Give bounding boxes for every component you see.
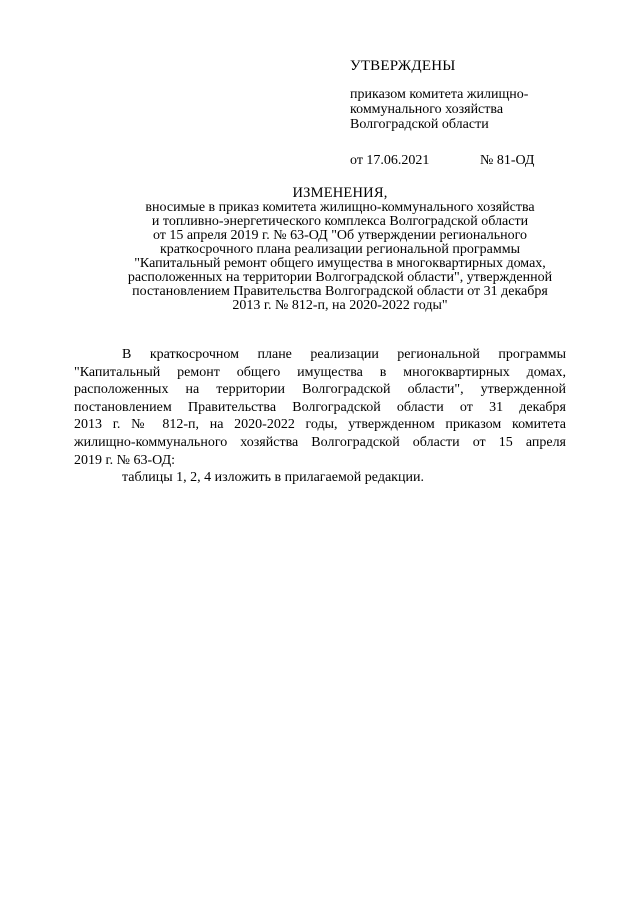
subtitle-line: постановлением Правительства Волгоградской области от 31 декабря: [132, 284, 548, 299]
subtitle-line: расположенных на территории Волгоградской области", утвержденной: [127, 270, 553, 285]
document-body: [74, 346, 566, 487]
approval-order-line: коммунального хозяйства: [350, 102, 504, 117]
approval-block: [350, 59, 580, 169]
document-heading: [60, 186, 620, 313]
document-title: ИЗМЕНЕНИЯ,: [292, 185, 388, 201]
subtitle-line: от 15 апреля 2019 г. № 63-ОД "Об утверждении регионального: [152, 228, 528, 243]
body-line: расположенных на территории Волгоградской области", утвержденной: [74, 382, 566, 398]
subtitle-line: вносимые в приказ комитета жилищно-коммунального хозяйства: [145, 200, 535, 215]
subtitle-line: и топливно-энергетического комплекса Волгоградской области: [151, 214, 529, 229]
body-line: "Капитальный ремонт общего имущества в многоквартирных домах,: [74, 364, 566, 380]
body-line: постановлением Правительства Волгоградской области от 31 декабря: [74, 399, 566, 415]
document-subtitle: [60, 201, 620, 313]
subtitle-line: "Капитальный ремонт общего имущества в многоквартирных домах,: [134, 256, 546, 271]
body-instruction: таблицы 1, 2, 4 изложить в прилагаемой редакции.: [122, 470, 424, 486]
body-line: В краткосрочном плане реализации региональной программы: [122, 347, 566, 362]
body-line: 2013 г. № 812-п, на 2020-2022 годы, утвержденном приказом комитета: [74, 417, 566, 433]
subtitle-line: 2013 г. № 812-п, на 2020-2022 годы": [232, 298, 448, 313]
approval-order-line: приказом комитета жилищно-: [350, 87, 529, 102]
approval-order-line: Волгоградской области: [350, 117, 489, 132]
approval-title: УТВЕРЖДЕНЫ: [350, 58, 456, 74]
approval-number: № 81-ОД: [480, 153, 535, 168]
approval-date-line: [350, 153, 580, 169]
approval-order-text: [350, 87, 580, 132]
body-line: 2019 г. № 63-ОД:: [74, 452, 176, 468]
subtitle-line: краткосрочного плана реализации региональной программы: [159, 242, 520, 257]
approval-date: от 17.06.2021: [350, 153, 430, 168]
body-line: жилищно-коммунального хозяйства Волгоградской области от 15 апреля: [74, 434, 566, 450]
